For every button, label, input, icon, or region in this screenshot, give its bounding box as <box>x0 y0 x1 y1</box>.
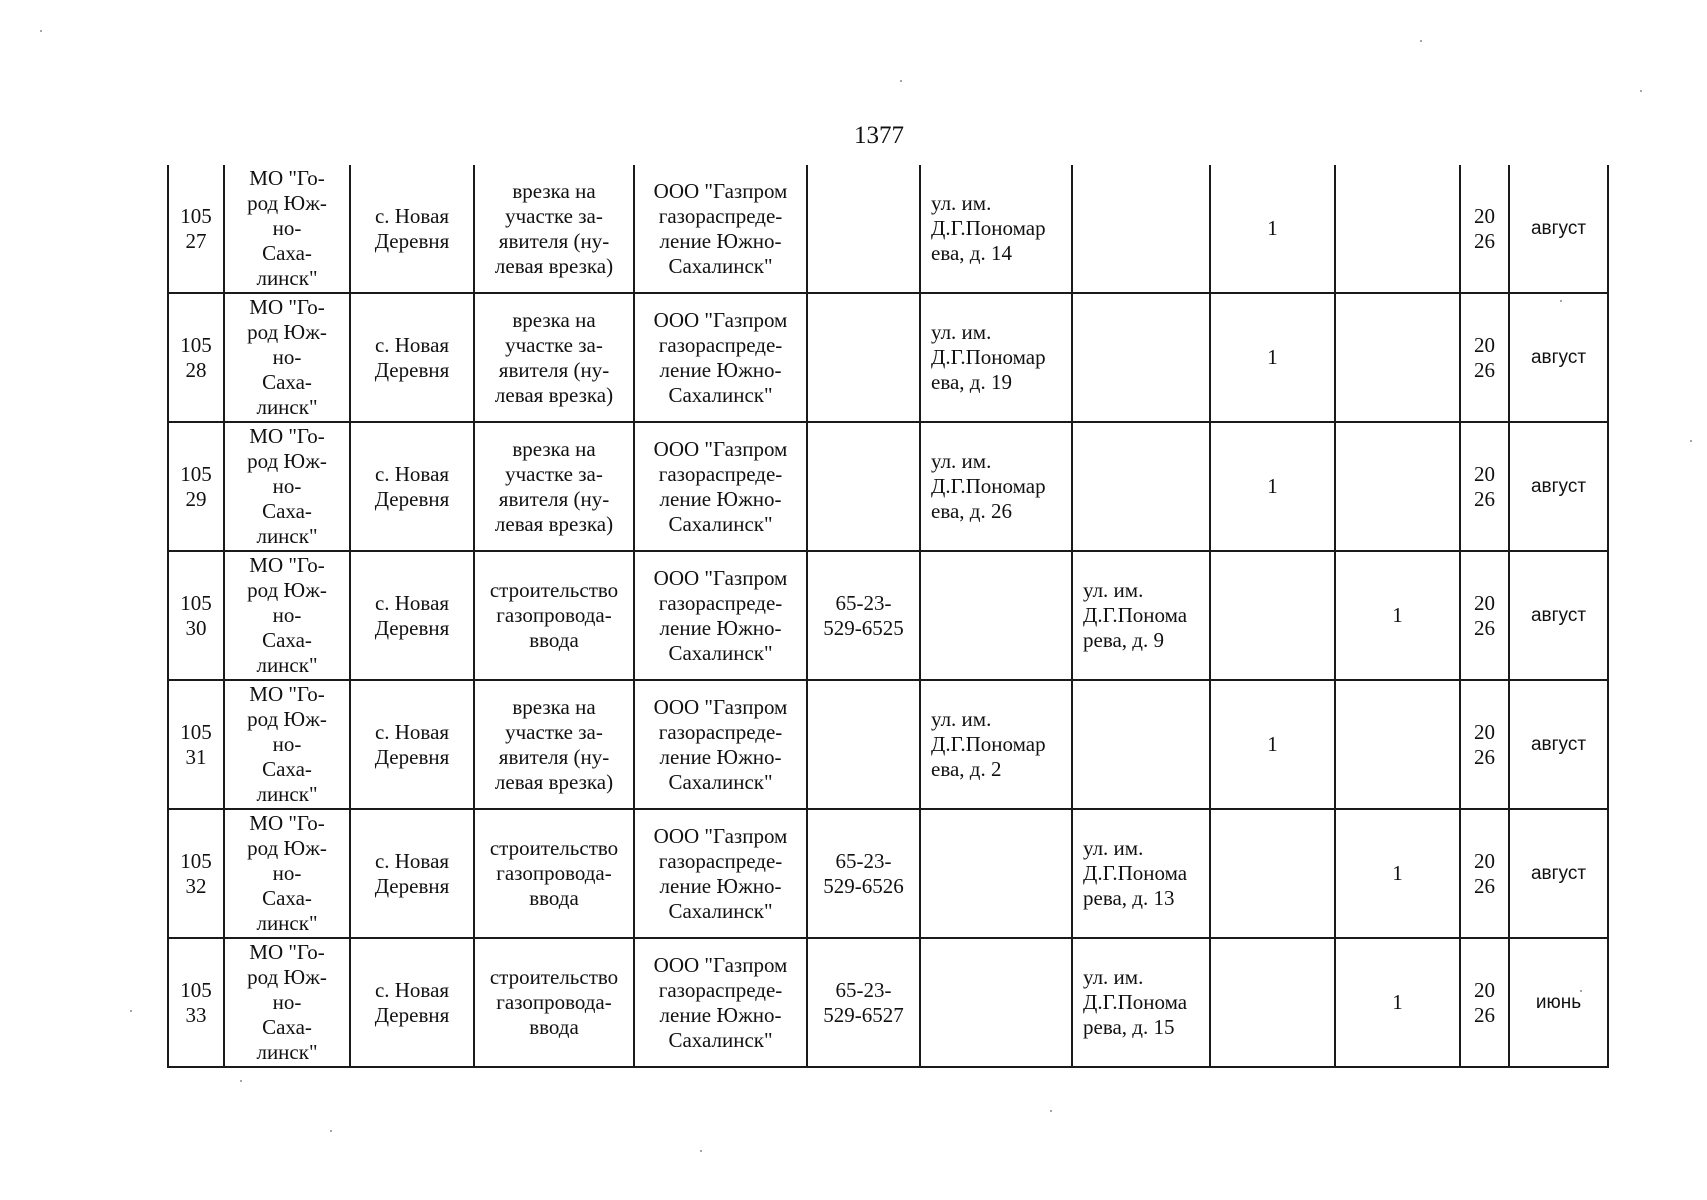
scan-speck <box>900 80 902 82</box>
cell-code-text: 65-23- 529-6527 <box>823 977 904 1027</box>
scan-speck <box>700 1150 702 1152</box>
cell-count-b <box>1335 165 1460 293</box>
cell-organization <box>634 809 807 938</box>
cell-municipality <box>224 293 350 422</box>
cell-code <box>807 422 920 551</box>
cell-year-line: 20 <box>1474 719 1495 744</box>
cell-municipality <box>224 938 350 1067</box>
cell-count-a-text: 1 <box>1267 474 1278 498</box>
cell-year-line: 20 <box>1474 461 1495 486</box>
cell-code <box>807 809 920 938</box>
scan-speck <box>1050 1110 1052 1112</box>
cell-work-type-text: врезка на участке за- явителя (ну- левая врезка) <box>494 307 614 407</box>
cell-address-b <box>1072 422 1210 551</box>
cell-count-b <box>1335 551 1460 680</box>
table-row <box>168 551 1608 680</box>
cell-count-a <box>1210 680 1335 809</box>
cell-month-text: июнь <box>1535 992 1582 1013</box>
scan-speck <box>130 1010 132 1012</box>
cell-address-a <box>920 422 1072 551</box>
cell-year <box>1460 938 1509 1067</box>
cell-year-line: 26 <box>1474 1002 1495 1027</box>
cell-month <box>1509 293 1608 422</box>
cell-year-line: 26 <box>1474 615 1495 640</box>
cell-work-type-text: врезка на участке за- явителя (ну- левая врезка) <box>494 436 614 536</box>
cell-count-b <box>1335 680 1460 809</box>
cell-month <box>1509 551 1608 680</box>
table-row <box>168 422 1608 551</box>
cell-number-line: 29 <box>185 486 207 511</box>
cell-address-a <box>920 680 1072 809</box>
cell-count-a <box>1210 165 1335 293</box>
cell-month-text: август <box>1530 218 1587 239</box>
cell-municipality-text: МО "Го- род Юж- но- Саха- линск" <box>247 811 327 935</box>
cell-month-text: август <box>1530 476 1587 497</box>
cell-settlement-line: с. Новая <box>374 719 450 744</box>
cell-year <box>1460 165 1509 293</box>
cell-work-type-text: строительство газопровода- ввода <box>489 965 619 1039</box>
cell-address-a <box>920 551 1072 680</box>
cell-settlement <box>350 551 474 680</box>
scan-speck <box>1640 90 1642 92</box>
table-row <box>168 165 1608 293</box>
cell-number <box>168 422 224 551</box>
gas-connection-table <box>167 165 1609 1068</box>
cell-month-text: август <box>1530 347 1587 368</box>
cell-address-a-text: ул. им. Д.Г.Пономар ева, д. 2 <box>931 707 1046 781</box>
cell-settlement-line: с. Новая <box>374 461 450 486</box>
scan-speck <box>1420 40 1422 42</box>
cell-number-line: 30 <box>185 615 207 640</box>
cell-work-type-text: строительство газопровода- ввода <box>489 836 619 910</box>
cell-address-b-text: ул. им. Д.Г.Понома рева, д. 15 <box>1083 965 1188 1039</box>
cell-year-line: 20 <box>1474 977 1495 1002</box>
cell-number-line: 105 <box>180 848 212 873</box>
cell-month-text: август <box>1530 863 1587 884</box>
cell-number-line: 105 <box>180 203 212 228</box>
cell-number <box>168 938 224 1067</box>
cell-number <box>168 165 224 293</box>
cell-year <box>1460 422 1509 551</box>
cell-municipality-text: МО "Го- род Юж- но- Саха- линск" <box>247 940 327 1064</box>
cell-organization <box>634 680 807 809</box>
cell-organization-text: ООО "Газпром газораспреде- ление Южно- Сахалинск" <box>653 307 788 407</box>
cell-municipality <box>224 680 350 809</box>
cell-address-b-text: ул. им. Д.Г.Понома рева, д. 9 <box>1083 578 1188 652</box>
cell-organization <box>634 293 807 422</box>
cell-count-b <box>1335 293 1460 422</box>
table-row <box>168 680 1608 809</box>
cell-settlement-line: с. Новая <box>374 590 450 615</box>
cell-municipality <box>224 422 350 551</box>
cell-code <box>807 680 920 809</box>
cell-settlement <box>350 422 474 551</box>
cell-organization <box>634 165 807 293</box>
cell-number-line: 28 <box>185 357 207 382</box>
cell-settlement-line: с. Новая <box>374 977 450 1002</box>
cell-year-line: 26 <box>1474 744 1495 769</box>
cell-count-a <box>1210 938 1335 1067</box>
cell-settlement <box>350 938 474 1067</box>
cell-count-b <box>1335 422 1460 551</box>
cell-month-text: август <box>1530 605 1587 626</box>
table-body <box>168 165 1608 1067</box>
cell-address-b-text: ул. им. Д.Г.Понома рева, д. 13 <box>1083 836 1188 910</box>
scan-speck <box>40 30 42 32</box>
cell-code-text: 65-23- 529-6526 <box>823 848 904 898</box>
cell-number-line: 31 <box>185 744 207 769</box>
cell-count-a <box>1210 551 1335 680</box>
cell-count-a <box>1210 293 1335 422</box>
cell-address-a-text: ул. им. Д.Г.Пономар ева, д. 19 <box>931 320 1046 394</box>
cell-year-line: 20 <box>1474 203 1495 228</box>
cell-address-b <box>1072 293 1210 422</box>
cell-municipality-text: МО "Го- род Юж- но- Саха- линск" <box>247 166 327 290</box>
cell-work-type <box>474 680 634 809</box>
cell-code <box>807 551 920 680</box>
cell-number <box>168 809 224 938</box>
cell-organization-text: ООО "Газпром газораспреде- ление Южно- Сахалинск" <box>653 178 788 278</box>
cell-address-b <box>1072 551 1210 680</box>
cell-year-line: 26 <box>1474 873 1495 898</box>
cell-municipality <box>224 551 350 680</box>
cell-year-line: 26 <box>1474 486 1495 511</box>
cell-settlement-line: с. Новая <box>374 848 450 873</box>
cell-year-line: 20 <box>1474 848 1495 873</box>
cell-organization-text: ООО "Газпром газораспреде- ление Южно- Сахалинск" <box>653 565 788 665</box>
cell-settlement <box>350 293 474 422</box>
cell-work-type <box>474 938 634 1067</box>
cell-month <box>1509 680 1608 809</box>
cell-municipality-text: МО "Го- род Юж- но- Саха- линск" <box>247 424 327 548</box>
cell-address-b <box>1072 165 1210 293</box>
cell-work-type <box>474 165 634 293</box>
scan-speck <box>330 1130 332 1132</box>
cell-number <box>168 680 224 809</box>
cell-year-line: 20 <box>1474 332 1495 357</box>
cell-month <box>1509 165 1608 293</box>
cell-count-a <box>1210 422 1335 551</box>
cell-year <box>1460 551 1509 680</box>
cell-municipality-text: МО "Го- род Юж- но- Саха- линск" <box>247 682 327 806</box>
cell-code <box>807 938 920 1067</box>
cell-organization <box>634 422 807 551</box>
cell-settlement-line: с. Новая <box>374 203 450 228</box>
cell-year-line: 26 <box>1474 357 1495 382</box>
cell-work-type <box>474 809 634 938</box>
cell-address-b <box>1072 938 1210 1067</box>
cell-address-b <box>1072 680 1210 809</box>
cell-address-a-text: ул. им. Д.Г.Пономар ева, д. 14 <box>931 191 1046 265</box>
cell-settlement-line: Деревня <box>374 228 450 253</box>
scan-speck <box>1690 440 1692 442</box>
cell-settlement <box>350 680 474 809</box>
cell-month-text: август <box>1530 734 1587 755</box>
cell-month <box>1509 809 1608 938</box>
cell-address-a <box>920 809 1072 938</box>
cell-work-type-text: врезка на участке за- явителя (ну- левая врезка) <box>494 694 614 794</box>
cell-address-a <box>920 165 1072 293</box>
cell-settlement-line: с. Новая <box>374 332 450 357</box>
table-row <box>168 809 1608 938</box>
cell-number-line: 27 <box>185 228 207 253</box>
cell-organization-text: ООО "Газпром газораспреде- ление Южно- Сахалинск" <box>653 823 788 923</box>
cell-number-line: 33 <box>185 1002 207 1027</box>
cell-count-b-text: 1 <box>1392 603 1403 627</box>
cell-year <box>1460 809 1509 938</box>
cell-count-b <box>1335 809 1460 938</box>
cell-month <box>1509 938 1608 1067</box>
table-row <box>168 293 1608 422</box>
cell-code <box>807 165 920 293</box>
cell-municipality <box>224 809 350 938</box>
cell-organization-text: ООО "Газпром газораспреде- ление Южно- Сахалинск" <box>653 952 788 1052</box>
cell-settlement-line: Деревня <box>374 1002 450 1027</box>
cell-code <box>807 293 920 422</box>
page-number: 1377 <box>854 122 904 149</box>
cell-work-type <box>474 293 634 422</box>
scan-speck <box>1560 300 1562 302</box>
cell-municipality-text: МО "Го- род Юж- но- Саха- линск" <box>247 553 327 677</box>
cell-settlement-line: Деревня <box>374 744 450 769</box>
cell-number-line: 105 <box>180 461 212 486</box>
cell-municipality-text: МО "Го- род Юж- но- Саха- линск" <box>247 295 327 419</box>
cell-number-line: 32 <box>185 873 207 898</box>
cell-settlement-line: Деревня <box>374 357 450 382</box>
cell-number-line: 105 <box>180 332 212 357</box>
cell-year-line: 26 <box>1474 228 1495 253</box>
scan-speck <box>240 1080 242 1082</box>
cell-month <box>1509 422 1608 551</box>
scan-speck <box>1580 990 1582 992</box>
cell-number-line: 105 <box>180 977 212 1002</box>
cell-address-b <box>1072 809 1210 938</box>
cell-municipality <box>224 165 350 293</box>
cell-organization <box>634 551 807 680</box>
cell-work-type <box>474 551 634 680</box>
cell-settlement-line: Деревня <box>374 486 450 511</box>
cell-number-line: 105 <box>180 719 212 744</box>
cell-address-a <box>920 293 1072 422</box>
cell-settlement <box>350 809 474 938</box>
cell-count-a-text: 1 <box>1267 345 1278 369</box>
cell-work-type <box>474 422 634 551</box>
cell-settlement-line: Деревня <box>374 615 450 640</box>
cell-year <box>1460 680 1509 809</box>
cell-count-b-text: 1 <box>1392 990 1403 1014</box>
cell-number-line: 105 <box>180 590 212 615</box>
table-row <box>168 938 1608 1067</box>
cell-number <box>168 551 224 680</box>
cell-count-b <box>1335 938 1460 1067</box>
cell-organization-text: ООО "Газпром газораспреде- ление Южно- Сахалинск" <box>653 436 788 536</box>
cell-year-line: 20 <box>1474 590 1495 615</box>
cell-code-text: 65-23- 529-6525 <box>823 590 904 640</box>
cell-address-a-text: ул. им. Д.Г.Пономар ева, д. 26 <box>931 449 1046 523</box>
cell-count-a-text: 1 <box>1267 216 1278 240</box>
cell-work-type-text: врезка на участке за- явителя (ну- левая врезка) <box>494 178 614 278</box>
cell-settlement <box>350 165 474 293</box>
cell-settlement-line: Деревня <box>374 873 450 898</box>
cell-count-a-text: 1 <box>1267 732 1278 756</box>
cell-year <box>1460 293 1509 422</box>
cell-count-a <box>1210 809 1335 938</box>
cell-organization <box>634 938 807 1067</box>
cell-count-b-text: 1 <box>1392 861 1403 885</box>
cell-organization-text: ООО "Газпром газораспреде- ление Южно- Сахалинск" <box>653 694 788 794</box>
cell-address-a <box>920 938 1072 1067</box>
cell-number <box>168 293 224 422</box>
cell-work-type-text: строительство газопровода- ввода <box>489 578 619 652</box>
